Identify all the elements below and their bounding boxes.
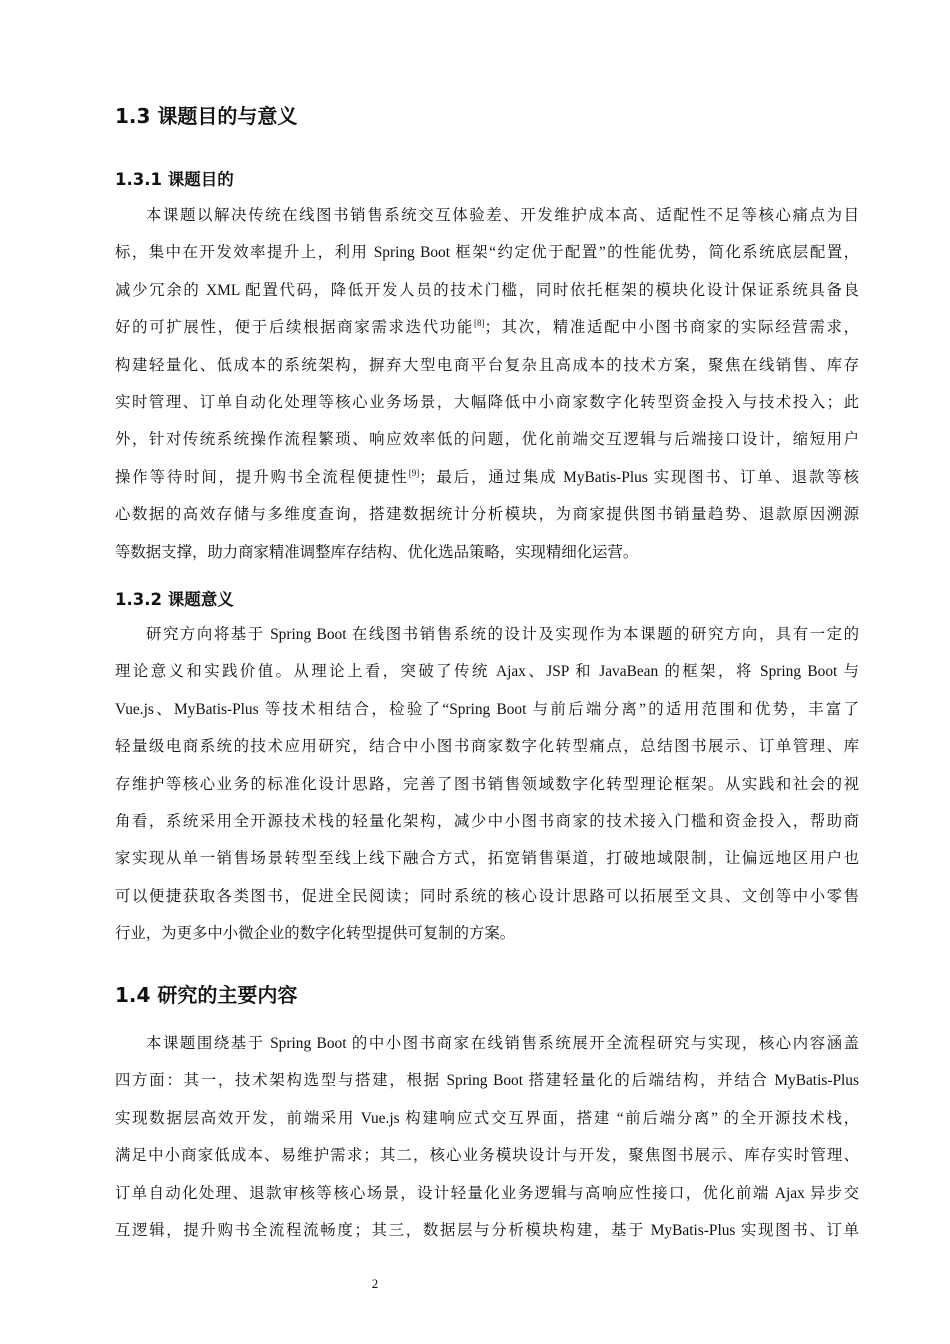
text-line: 可以便捷获取各类图书，促进全民阅读；同时系统的核心设计思路可以拓展至文具、文创等中小零售 bbox=[115, 887, 859, 905]
text-line: 互逻辑，提升购书全流程流畅度；其三，数据层与分析模块构建，基于 MyBatis-Plus 实现图书、订单 bbox=[115, 1221, 859, 1239]
text-segment: 操作等待时间，提升购书全流程便捷性 bbox=[115, 468, 409, 486]
text-line: 本课题以解决传统在线图书销售系统交互体验差、开发维护成本高、适配性不足等核心痛点为目 bbox=[146, 207, 859, 224]
text-line: 角看，系统采用全开源技术栈的轻量化架构，减少中小图书商家的技术接入门槛和资金投入，帮助商 bbox=[115, 812, 859, 830]
text-line: 轻量级电商系统的技术应用研究，结合中小图书商家数字化转型痛点，总结图书展示、订单管理、库 bbox=[115, 738, 859, 756]
citation-marker: [8] bbox=[474, 318, 485, 329]
text-line: 四方面：其一，技术架构选型与搭建，根据 Spring Boot 搭建轻量化的后端结构，并结合 MyBatis-Plus bbox=[115, 1072, 859, 1090]
subsection-heading-1-3-2: 1.3.2 课题意义 bbox=[115, 590, 234, 609]
paragraph-1-3-1 bbox=[115, 205, 859, 579]
text-line: 存维护等核心业务的标准化设计思路，完善了图书销售领域数字化转型理论框架。从实践和社会的视 bbox=[115, 775, 859, 793]
text-line: 心数据的高效存储与多维度查询，搭建数据统计分析模块，为商家提供图书销量趋势、退款原因溯源 bbox=[115, 506, 859, 524]
text-segment: 好的可扩展性，便于后续根据商家需求迭代功能 bbox=[115, 319, 475, 337]
page-number: 2 bbox=[371, 1276, 379, 1291]
paragraph-1-4 bbox=[115, 1033, 859, 1257]
text-line: 减少冗余的 XML 配置代码，降低开发人员的技术门槛，同时依托框架的模块化设计保证系统具备良 bbox=[115, 281, 859, 299]
paragraph-1-3-2 bbox=[115, 624, 859, 961]
text-line-with-citation bbox=[115, 317, 859, 354]
text-line: 标，集中在开发效率提升上，利用 Spring Boot 框架“约定优于配置”的性能优势，简化系统底层配置， bbox=[115, 244, 859, 262]
section-heading-1-4: 1.4 研究的主要内容 bbox=[115, 983, 298, 1007]
subsection-heading-1-3-1: 1.3.1 课题目的 bbox=[115, 170, 234, 189]
text-line: 家实现从单一销售场景转型至线上线下融合方式，拓宽销售渠道，打破地域限制，让偏远地区用户也 bbox=[115, 850, 859, 868]
text-line: 外，针对传统系统操作流程繁琐、响应效率低的问题，优化前端交互逻辑与后端接口设计，缩短用户 bbox=[115, 431, 859, 449]
text-segment: ；其次，精准适配中小图书商家的实际经营需求， bbox=[484, 319, 859, 337]
text-line: 满足中小商家低成本、易维护需求；其二，核心业务模块设计与开发，聚焦图书展示、库存实时管理、 bbox=[115, 1147, 859, 1165]
text-line-with-citation bbox=[115, 467, 859, 504]
text-line: 本课题围绕基于 Spring Boot 的中小图书商家在线销售系统展开全流程研究与实现，核心内容涵盖 bbox=[146, 1035, 859, 1052]
text-line: 等数据支撑，助力商家精准调整库存结构、优化选品策略，实现精细化运营。 bbox=[115, 543, 639, 561]
text-line: 理论意义和实践价值。从理论上看，突破了传统 Ajax、JSP 和 JavaBean 的框架，将 Spring Boot 与 bbox=[115, 663, 859, 681]
text-line: Vue.js、MyBatis-Plus 等技术相结合，检验了“Spring Boot 与前后端分离”的适用范围和优势，丰富了 bbox=[115, 700, 859, 718]
section-heading-1-3: 1.3 课题目的与意义 bbox=[115, 104, 298, 128]
text-line: 订单自动化处理、退款审核等核心场景，设计轻量化业务逻辑与高响应性接口，优化前端 Ajax 异步交 bbox=[115, 1184, 859, 1202]
text-line: 研究方向将基于 Spring Boot 在线图书销售系统的设计及实现作为本课题的研究方向，具有一定的 bbox=[146, 626, 859, 643]
text-line: 实现数据层高效开发，前端采用 Vue.js 构建响应式交互界面，搭建 “前后端分离” 的全开源技术栈， bbox=[115, 1109, 859, 1127]
text-line: 行业，为更多中小微企业的数字化转型提供可复制的方案。 bbox=[115, 925, 516, 943]
text-segment: ；最后，通过集成 MyBatis-Plus 实现图书、订单、退款等核 bbox=[419, 468, 859, 486]
text-line: 实时管理、订单自动化处理等核心业务场景，大幅降低中小商家数字化转型资金投入与技术投入；此 bbox=[115, 393, 859, 411]
text-line: 构建轻量化、低成本的系统架构，摒弃大型电商平台复杂且高成本的技术方案，聚焦在线销售、库存 bbox=[115, 356, 859, 374]
citation-marker: [9] bbox=[408, 467, 420, 478]
